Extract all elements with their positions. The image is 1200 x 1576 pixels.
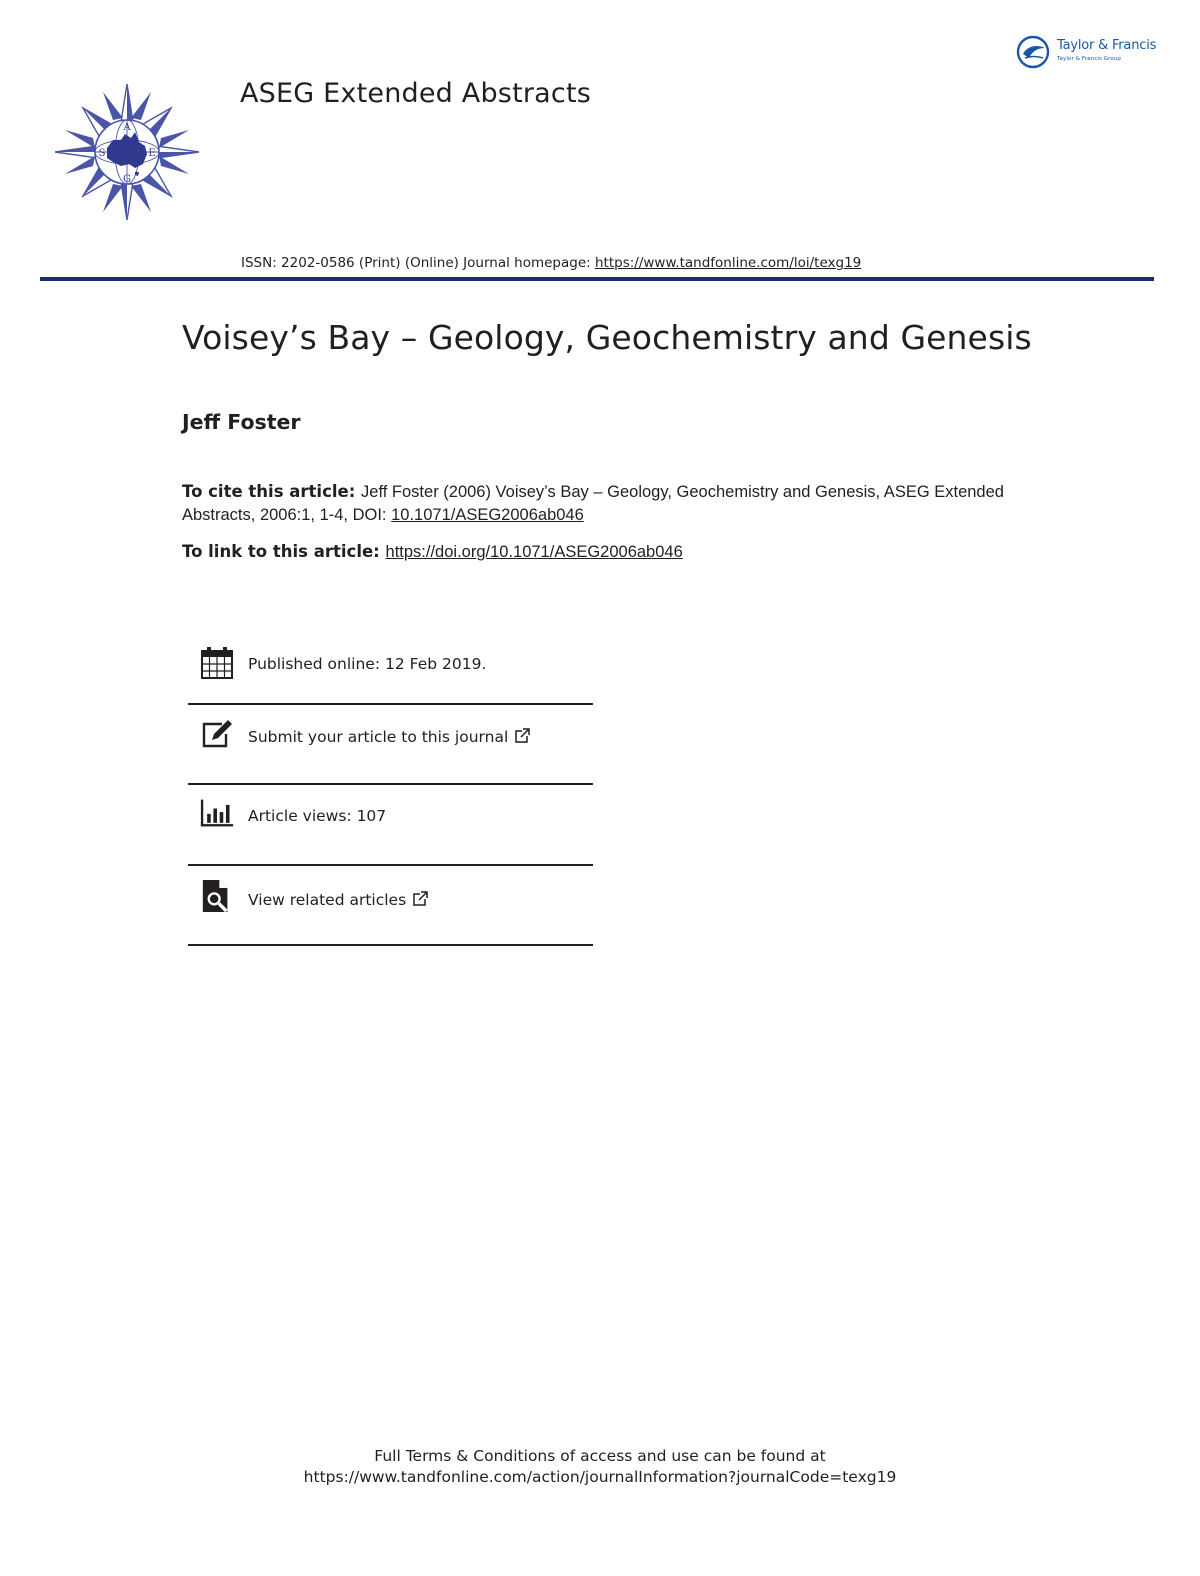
publisher-subtitle: Taylor & Francis Group (1057, 56, 1122, 62)
divider (188, 864, 593, 866)
journal-title: ASEG Extended Abstracts (240, 78, 591, 109)
logo-letter-s: S (98, 148, 106, 159)
header-rule (40, 277, 1154, 281)
view-related-link[interactable]: View related articles (248, 891, 407, 909)
citation (182, 480, 1022, 527)
link-label: To link to this article: (182, 542, 386, 561)
submit-article-link[interactable]: Submit your article to this journal (248, 728, 509, 746)
external-link-icon (514, 728, 530, 744)
article-doi-link[interactable]: https://doi.org/10.1071/ASEG2006ab046 (385, 543, 683, 561)
article-link-line (182, 540, 1022, 564)
published-date: Published online: 12 Feb 2019. (248, 655, 487, 673)
footer-terms: Full Terms & Conditions of access and use can be found at (374, 1447, 826, 1465)
related-row[interactable] (188, 871, 593, 951)
edit-icon (200, 718, 234, 752)
aseg-logo (54, 82, 200, 222)
divider (188, 944, 593, 946)
external-link-icon (412, 891, 428, 907)
publisher-name: Taylor & Francis (1057, 38, 1157, 53)
article-author: Jeff Foster (182, 410, 301, 434)
logo-letter-a: A (123, 122, 131, 133)
cite-doi-link[interactable]: 10.1071/ASEG2006ab046 (391, 506, 584, 524)
issn-text: ISSN: 2202-0586 (Print) (Online) Journal homepage: (241, 255, 595, 271)
logo-letter-g: G (123, 174, 131, 185)
logo-letter-e: E (148, 148, 156, 159)
cite-label: To cite this article: (182, 482, 362, 501)
cite-text: Jeff Foster (2006) Voisey’s Bay – Geology, Geochemistry and Genesis, ASEG Extended Abstracts, 2006:1, 1-4, DOI: (182, 483, 1004, 524)
footer (0, 1446, 1200, 1488)
calendar-icon (200, 646, 234, 680)
issn-line (241, 255, 861, 271)
footer-terms-url[interactable]: https://www.tandfonline.com/action/journalInformation?journalCode=texg19 (303, 1468, 897, 1486)
bar-chart-icon (200, 796, 234, 830)
journal-homepage-link[interactable]: https://www.tandfonline.com/loi/texg19 (595, 255, 862, 271)
views-row (188, 790, 593, 870)
search-document-icon (200, 879, 234, 913)
published-row (188, 628, 593, 708)
divider (188, 703, 593, 705)
divider (188, 783, 593, 785)
article-views: Article views: 107 (248, 807, 387, 825)
article-title: Voisey’s Bay – Geology, Geochemistry and Genesis (182, 318, 1032, 357)
submit-row[interactable] (188, 710, 593, 790)
